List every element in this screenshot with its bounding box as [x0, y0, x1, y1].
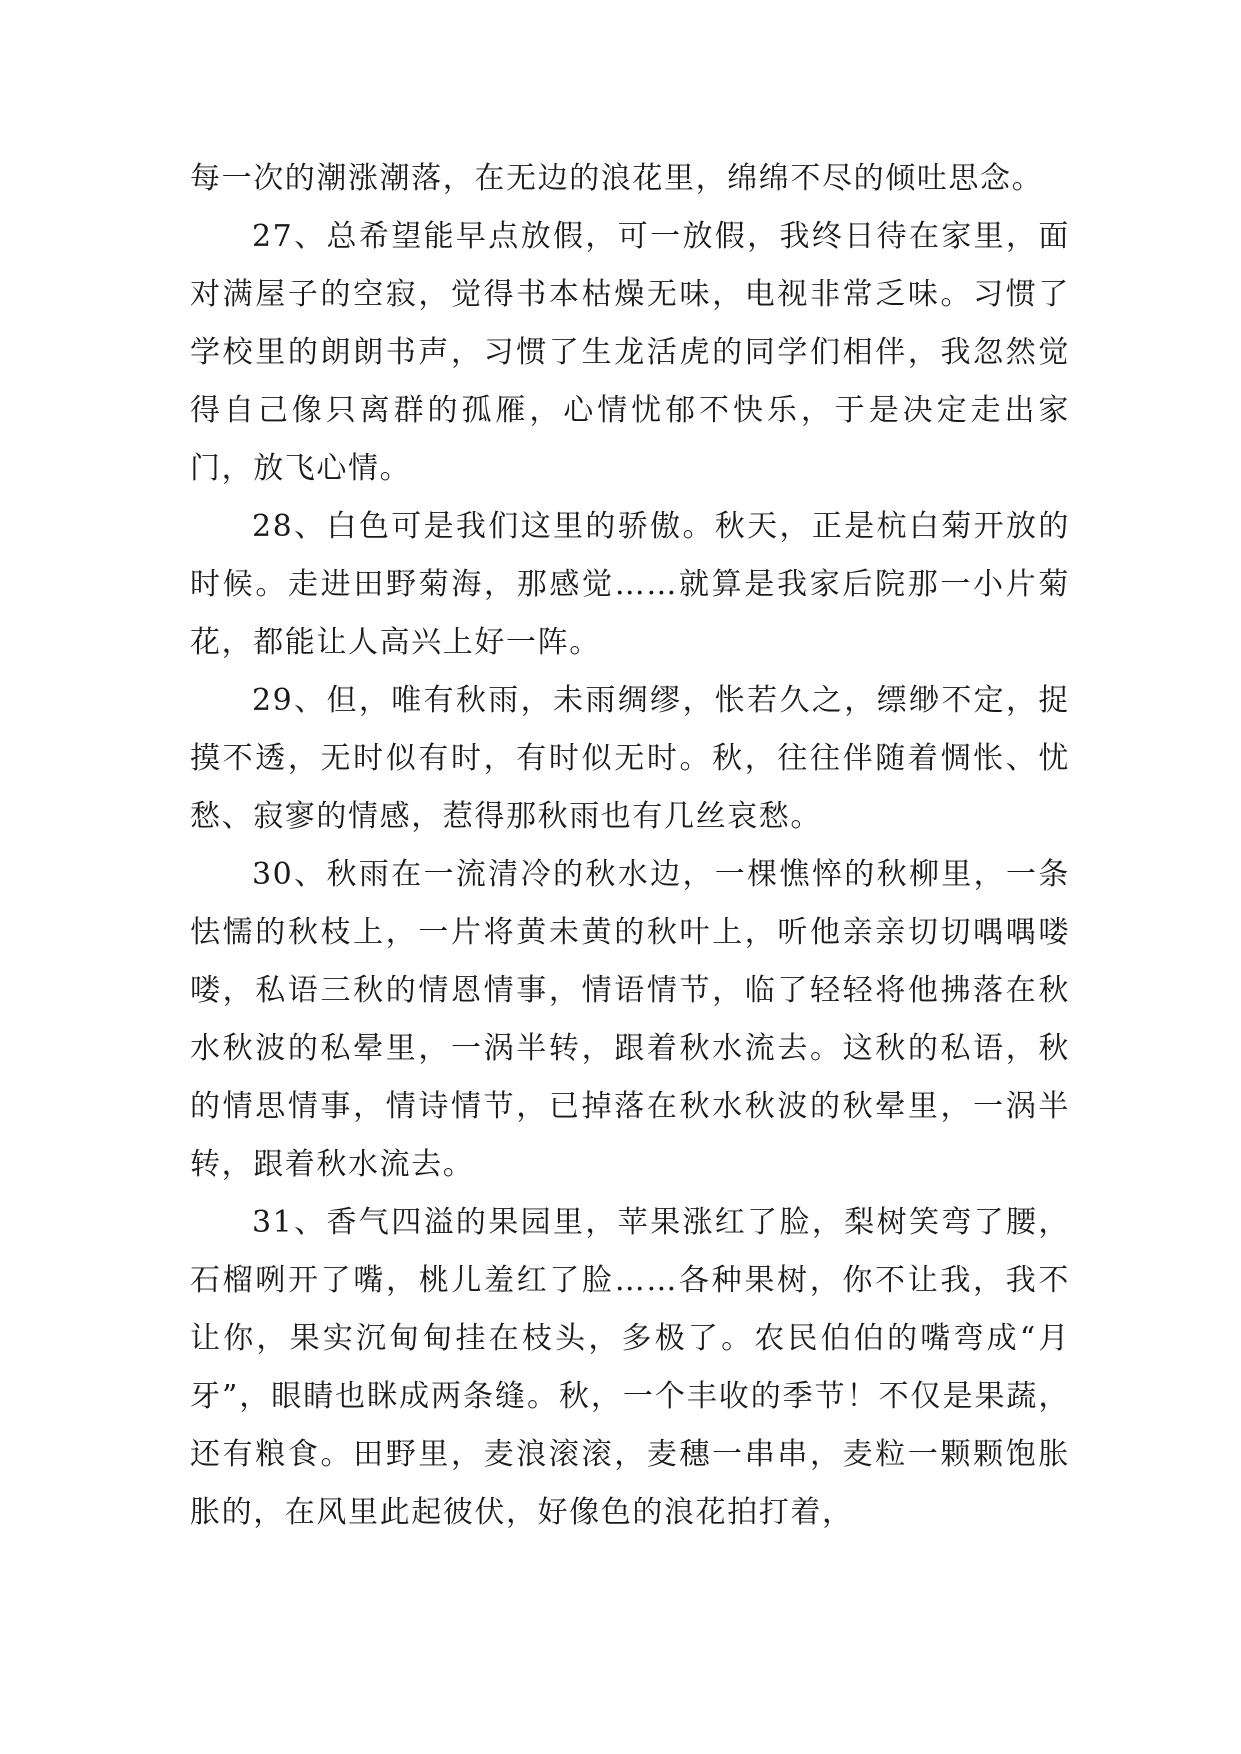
paragraph: 每一次的潮涨潮落，在无边的浪花里，绵绵不尽的倾吐思念。: [190, 161, 1044, 196]
paragraph-29: 29、但，唯有秋雨，未雨绸缪，怅若久之，缥缈不定，捉摸不透，无时似有时，有时似无时。秋，往往伴随着惆怅、忧愁、寂寥的情感，惹得那秋雨也有几丝哀愁。: [190, 683, 1070, 834]
paragraph-27: 27、总希望能早点放假，可一放假，我终日待在家里，面对满屋子的空寂，觉得书本枯燥无味，电视非常乏味。习惯了学校里的朗朗书声，习惯了生龙活虎的同学们相伴，我忽然觉得自己像只离群的孤雁，心情忧郁不快乐，于是决定走出家门，放飞心情。: [190, 219, 1070, 486]
paragraph-28: 28、白色可是我们这里的骄傲。秋天，正是杭白菊开放的时候。走进田野菊海，那感觉……就算是我家后院那一小片菊花，都能让人高兴上好一阵。: [190, 509, 1070, 660]
paragraph-31: 31、香气四溢的果园里，苹果涨红了脸，梨树笑弯了腰，石榴咧开了嘴，桃儿羞红了脸……各种果树，你不让我，我不让你，果实沉甸甸挂在枝头，多极了。农民伯伯的嘴弯成“月牙”，眼睛也眯成两条缝。秋，一个丰收的季节！不仅是果蔬，还有粮食。田野里，麦浪滚滚，麦穗一串串，麦粒一颗颗饱胀胀的，在风里此起彼伏，好像色的浪花拍打着，: [190, 1205, 1070, 1530]
paragraph-30: 30、秋雨在一流清冷的秋水边，一棵憔悴的秋柳里，一条怯懦的秋枝上，一片将黄未黄的秋叶上，听他亲亲切切喁喁喽喽，私语三秋的情恩情事，情语情节，临了轻轻将他拂落在秋水秋波的私晕里，一涡半转，跟着秋水流去。这秋的私语，秋的情思情事，情诗情节，已掉落在秋水秋波的秋晕里，一涡半转，跟着秋水流去。: [190, 857, 1070, 1182]
document-page: [190, 150, 1070, 1542]
